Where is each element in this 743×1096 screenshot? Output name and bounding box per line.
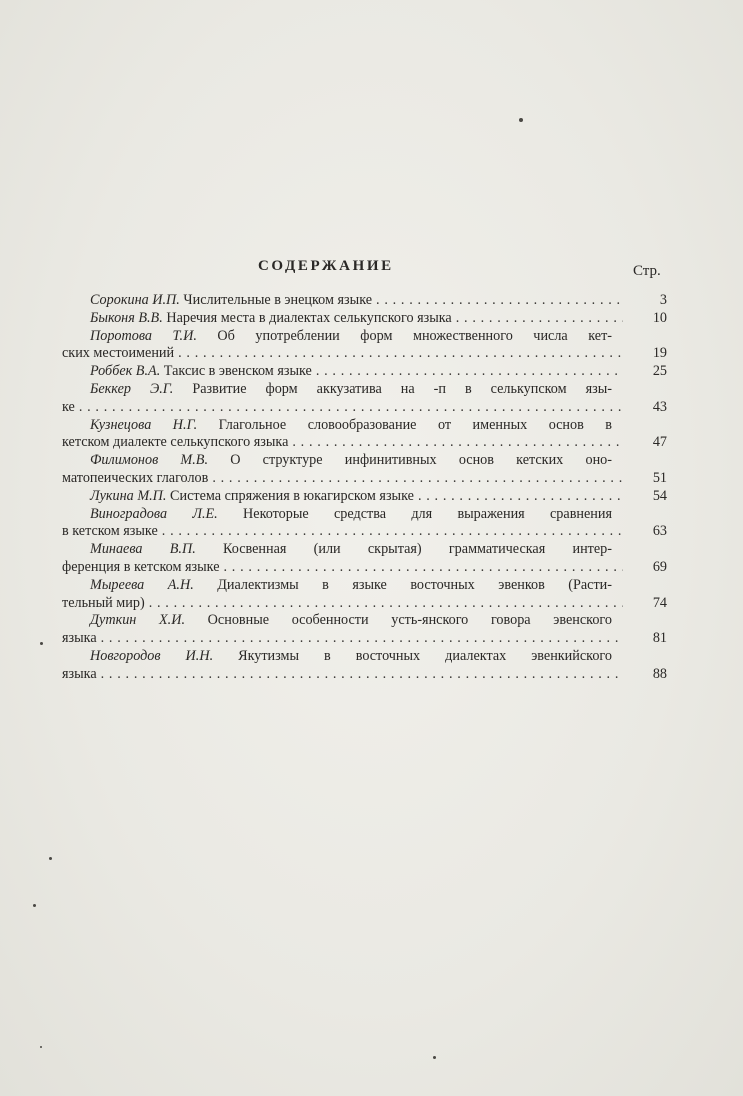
toc-entry-title: Глагольное словообразование от именных основ в	[197, 416, 612, 433]
toc-entry-page: 69	[652, 558, 667, 575]
toc-entry-title: Косвенная (или скрытая) грамматическая интер-	[195, 541, 612, 558]
toc-entry-title: Числительные в энецком языке	[179, 292, 373, 308]
toc-entry-line	[62, 506, 612, 524]
toc-entry-title-continued: в кетском языке	[62, 523, 158, 540]
toc-entry-text	[90, 310, 452, 328]
toc-entry-page: 81	[652, 630, 667, 647]
dot-leader	[288, 434, 623, 452]
toc-entry-author: Кузнецова Н.Г.	[90, 416, 198, 433]
toc-entry-page: 3	[659, 292, 667, 308]
toc-entry-title: Якутизмы в восточных диалектах эвенкийского	[213, 647, 612, 664]
toc-entry-page: 88	[652, 665, 667, 682]
toc-entry-line	[62, 648, 612, 666]
toc-entry-line	[62, 434, 667, 452]
dot-leader	[312, 363, 623, 381]
toc-entry-title: Наречия места в диалектах селькупского языка	[162, 309, 452, 326]
toc-entry-title: Система спряжения в юкагирском языке	[166, 487, 414, 504]
toc-entry	[62, 488, 667, 506]
toc-entry-author: Сорокина И.П.	[90, 292, 180, 308]
toc-entry-text	[90, 488, 414, 506]
toc-entry-author: Лукина М.П.	[90, 487, 167, 504]
toc-entry-page: 74	[652, 594, 667, 611]
toc-entry-line	[62, 523, 667, 541]
toc-entry-line	[62, 577, 612, 595]
table-of-contents	[62, 292, 667, 684]
toc-entry-title-continued: языка	[62, 665, 97, 682]
toc-entry-page: 25	[652, 363, 667, 380]
paper-speck	[33, 904, 36, 907]
dot-leader	[220, 559, 623, 577]
toc-entry-author: Роббек В.А.	[90, 363, 161, 380]
toc-entry-author: Новгородов И.Н.	[90, 647, 214, 664]
toc-entry-author: Быконя В.В.	[90, 309, 163, 326]
toc-entry-title-continued: кетском диалекте селькупского языка	[62, 434, 289, 451]
toc-entry-line	[62, 470, 667, 488]
toc-entry-text	[90, 363, 312, 381]
toc-entry-line	[62, 399, 667, 417]
toc-entry-line	[62, 417, 612, 435]
toc-entry-line	[62, 666, 667, 684]
toc-entry-title-continued: тельный мир)	[62, 594, 145, 611]
dot-leader	[452, 310, 623, 328]
toc-entry-title: Некоторые средства для выражения сравнения	[217, 505, 612, 522]
toc-entry-line	[62, 381, 612, 399]
toc-entry	[62, 363, 667, 381]
page-column-label: Стр.	[633, 263, 661, 279]
toc-entry-page: 43	[652, 398, 667, 415]
toc-entry-line	[62, 452, 612, 470]
toc-entry-page: 51	[652, 469, 667, 486]
dot-leader	[208, 470, 623, 488]
toc-entry	[62, 417, 667, 453]
toc-entry	[62, 452, 667, 488]
toc-entry	[62, 541, 667, 577]
toc-entry-page: 10	[652, 309, 667, 326]
paper-speck	[519, 118, 523, 122]
dot-leader	[97, 630, 623, 648]
dot-leader	[372, 292, 623, 310]
toc-entry-line	[62, 363, 667, 381]
toc-entry-title-continued: матопеических глаголов	[62, 469, 209, 486]
dot-leader	[414, 488, 623, 506]
toc-entry-page: 47	[652, 434, 667, 451]
dot-leader	[145, 595, 623, 613]
toc-entry-author: Беккер Э.Г.	[90, 380, 174, 397]
paper-speck	[433, 1056, 436, 1059]
page-title: СОДЕРЖАНИЕ	[258, 258, 394, 274]
toc-entry-page: 19	[652, 345, 667, 362]
dot-leader	[158, 523, 623, 541]
toc-entry	[62, 648, 667, 684]
toc-entry-line	[62, 345, 667, 363]
toc-entry-title-continued: ских местоимений	[62, 345, 175, 362]
toc-entry-line	[62, 612, 612, 630]
paper-speck	[40, 642, 43, 645]
toc-entry	[62, 577, 667, 613]
toc-entry	[62, 506, 667, 542]
toc-entry	[62, 612, 667, 648]
toc-entry-line	[62, 292, 667, 310]
toc-entry-page: 54	[652, 487, 667, 504]
dot-leader	[174, 345, 623, 363]
toc-entry-line	[62, 310, 667, 328]
toc-entry-text	[90, 292, 372, 310]
toc-entry	[62, 310, 667, 328]
toc-entry-author: Дуткин Х.И.	[90, 612, 186, 629]
paper-speck	[49, 857, 52, 860]
toc-entry-line	[62, 328, 612, 346]
toc-entry-title: Основные особенности усть-янского говора эвенского	[185, 612, 612, 629]
toc-entry-title: Развитие форм аккузатива на -п в селькупском язы-	[173, 380, 612, 397]
toc-entry-author: Филимонов М.В.	[90, 452, 209, 469]
toc-entry	[62, 328, 667, 364]
toc-entry-title-continued: ференция в кетском языке	[62, 558, 220, 575]
toc-entry	[62, 292, 667, 310]
toc-entry-line	[62, 630, 667, 648]
toc-entry-author: Поротова Т.И.	[90, 327, 197, 344]
toc-entry-author: Виноградова Л.Е.	[90, 505, 218, 522]
toc-entry-line	[62, 541, 612, 559]
toc-entry-title-continued: ке	[62, 398, 75, 415]
toc-entry-line	[62, 559, 667, 577]
toc-entry-page: 63	[652, 523, 667, 540]
toc-entry-line	[62, 595, 667, 613]
toc-entry-title: Об употреблении форм множественного числа кет-	[196, 327, 612, 344]
dot-leader	[97, 666, 623, 684]
toc-entry	[62, 381, 667, 417]
toc-entry-title: О структуре инфинитивных основ кетских оно-	[208, 452, 612, 469]
dot-leader	[75, 399, 623, 417]
toc-entry-title: Диалектизмы в языке восточных эвенков (Расти-	[193, 576, 612, 593]
toc-entry-title: Таксис в эвенском языке	[160, 363, 312, 380]
toc-entry-title-continued: языка	[62, 630, 97, 647]
toc-entry-line	[62, 488, 667, 506]
paper-speck	[40, 1046, 42, 1048]
toc-entry-author: Мыреева А.Н.	[90, 576, 194, 593]
toc-entry-author: Минаева В.П.	[90, 541, 196, 558]
